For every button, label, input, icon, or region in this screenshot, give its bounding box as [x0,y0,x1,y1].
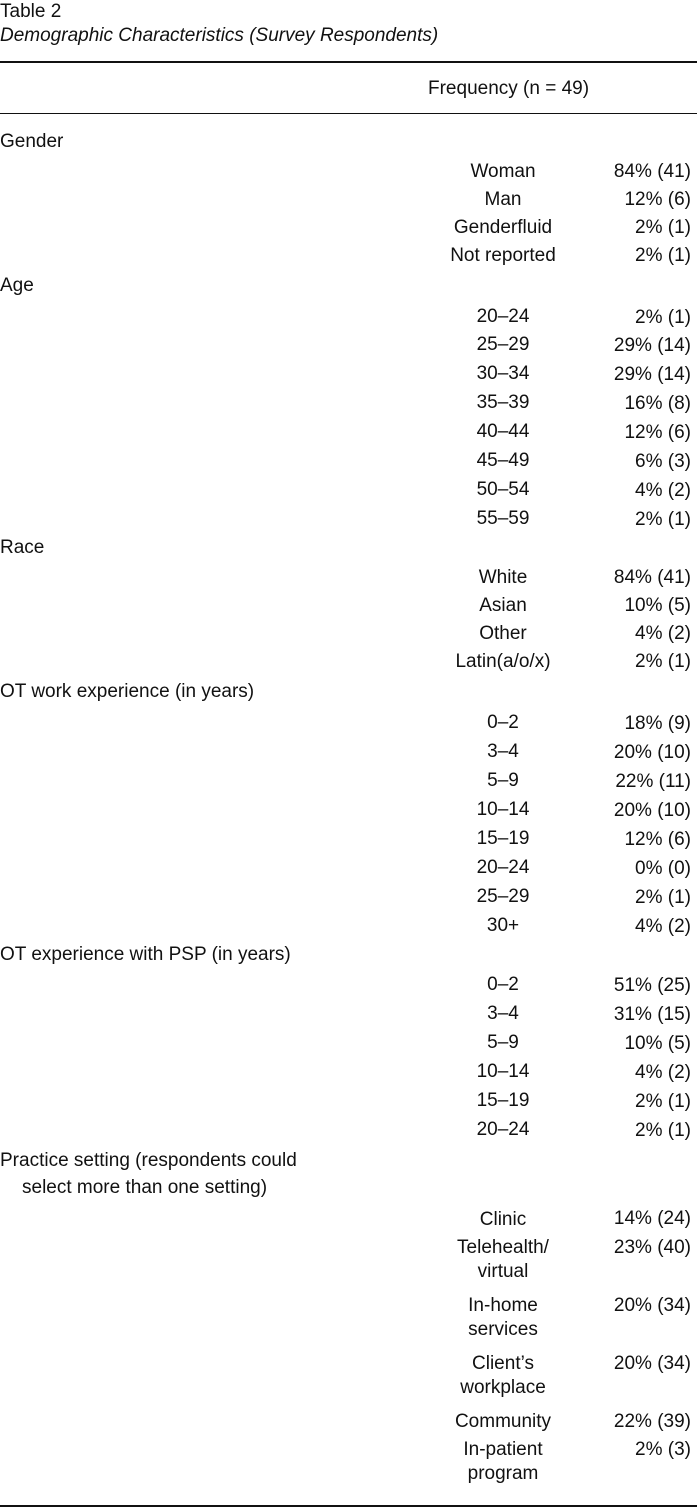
row-value: 12% (6) [624,189,691,210]
row-label-line2: program [467,1463,539,1484]
row-value: 29% (14) [613,364,691,385]
row-value: 2% (1) [635,307,691,328]
category-race: Race [0,537,45,558]
row-label: Not reported [450,245,556,266]
row-label: 25–29 [476,334,530,355]
row-label: 40–44 [476,421,530,442]
row-label [430,1352,576,1400]
row-label: 20–24 [476,1119,530,1140]
table-number: Table 2 [0,1,62,22]
row-label: Latin(a/o/x) [455,651,551,672]
row-value: 2% (1) [635,651,691,672]
row-label [430,1438,576,1486]
row-value: 20% (34) [613,1295,691,1316]
row-value: 18% (9) [624,713,691,734]
header-rule [0,113,697,114]
row-value: 12% (6) [624,829,691,850]
row-value: 14% (24) [613,1208,691,1229]
row-value: 51% (25) [613,975,691,996]
row-label: White [478,567,528,588]
row-value: 2% (1) [635,1120,691,1141]
row-value: 4% (2) [635,916,691,937]
frequency-column-header: Frequency (n = 49) [428,78,590,99]
row-label: Man [484,189,522,210]
row-label: Clinic [479,1209,527,1230]
row-value: 6% (3) [635,451,691,472]
row-value: 23% (40) [613,1237,691,1258]
row-value: 4% (2) [635,480,691,501]
row-label: 0–2 [487,712,519,733]
row-label: 35–39 [476,392,530,413]
row-value: 29% (14) [613,335,691,356]
category-gender: Gender [0,131,64,152]
row-value: 4% (2) [635,623,691,644]
row-value: 31% (15) [613,1004,691,1025]
row-value: 2% (1) [635,1091,691,1112]
row-label-line1: In-home [468,1295,538,1316]
row-label-line2: workplace [460,1377,546,1398]
table-title: Demographic Characteristics (Survey Respondents) [0,25,439,46]
row-value: 84% (41) [613,567,691,588]
bottom-rule [0,1505,697,1507]
row-label-line2: services [468,1319,538,1340]
row-value: 22% (39) [613,1411,691,1432]
row-label: Genderfluid [453,217,553,238]
row-label: 3–4 [487,1003,519,1024]
category-practice-setting [0,1147,297,1201]
row-value: 20% (10) [613,742,691,763]
row-label-line1: Telehealth/ [457,1237,549,1258]
row-value: 2% (1) [635,509,691,530]
row-label: 45–49 [476,450,530,471]
row-value: 10% (5) [624,1033,691,1054]
row-label-line2: virtual [477,1261,529,1282]
row-label: 5–9 [487,1032,519,1053]
category-ot-experience-psp: OT experience with PSP (in years) [0,944,291,965]
row-label: Asian [479,595,527,616]
row-value: 4% (2) [635,1062,691,1083]
row-label: 15–19 [476,828,530,849]
row-label: 20–24 [476,306,530,327]
row-label: 55–59 [476,508,530,529]
row-label: Woman [470,161,536,182]
row-value: 22% (11) [615,771,691,792]
row-label: Community [454,1411,552,1432]
row-value: 2% (3) [635,1439,691,1460]
category-age: Age [0,275,34,296]
top-rule [0,61,697,63]
row-value: 2% (1) [635,245,691,266]
row-label: 15–19 [476,1090,530,1111]
row-value: 2% (1) [635,887,691,908]
row-value: 10% (5) [624,595,691,616]
row-value: 12% (6) [624,422,691,443]
row-label: 3–4 [487,741,519,762]
row-value: 20% (34) [613,1353,691,1374]
row-label [430,1294,576,1342]
category-name-line2: select more than one setting) [22,1177,268,1198]
row-label: 25–29 [476,886,530,907]
row-label: 10–14 [476,799,530,820]
row-label: 0–2 [487,974,519,995]
category-name-line1: Practice setting (respondents could [0,1150,297,1171]
category-ot-work-experience: OT work experience (in years) [0,681,255,702]
row-label-line1: Client’s [472,1353,534,1374]
row-value: 16% (8) [624,393,691,414]
row-value: 0% (0) [635,858,691,879]
row-label-line1: In-patient [463,1439,543,1460]
row-label: 20–24 [476,857,530,878]
row-label: 10–14 [476,1061,530,1082]
row-value: 20% (10) [613,800,691,821]
row-label [430,1236,576,1284]
row-label: 30–34 [476,363,530,384]
row-value: 2% (1) [635,217,691,238]
row-label: 50–54 [476,479,530,500]
row-label: Other [479,623,527,644]
row-label: 5–9 [487,770,519,791]
row-label: 30+ [486,915,520,936]
row-value: 84% (41) [613,161,691,182]
